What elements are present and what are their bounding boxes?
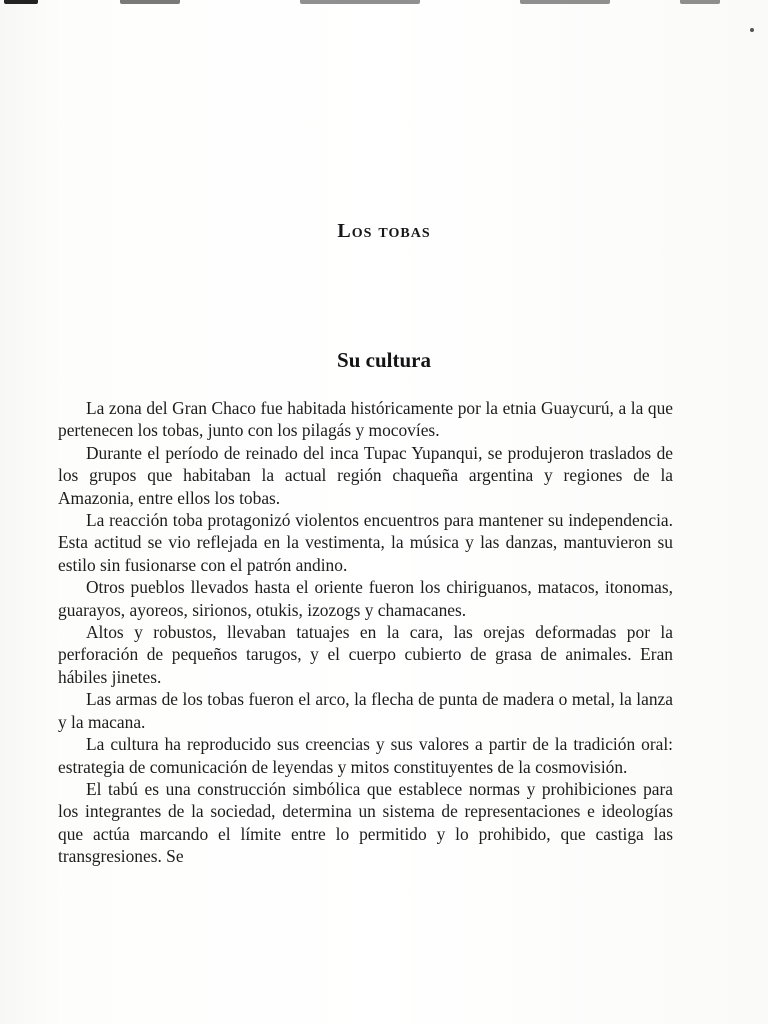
paragraph: El tabú es una construcción simbólica que establece normas y prohibiciones para los integrantes de la sociedad, determina un sistema de representaciones e ideologías que actúa marcando el límite entre lo permitido y lo prohibido, que castiga las transgresiones. Se — [58, 778, 673, 867]
paragraph: Otros pueblos llevados hasta el oriente fueron los chiriguanos, matacos, itonomas, guarayos, ayoreos, sirionos, otukis, izozogs y chamacanes. — [58, 577, 673, 620]
paragraph: La reacción toba protagonizó violentos encuentros para mantener su independencia. Esta actitud se vio reflejada en la vestimenta, la música y las danzas, mantuvieron su estilo sin fusionarse con el patrón andino. — [58, 510, 673, 575]
body-text — [58, 397, 673, 868]
paragraph: Las armas de los tobas fueron el arco, la flecha de punta de madera o metal, la lanza y la macana. — [58, 689, 673, 732]
previous-page-edge — [0, 0, 768, 10]
section-title: Su cultura — [337, 348, 431, 372]
paragraph: Durante el período de reinado del inca Tupac Yupanqui, se produjeron traslados de los grupos que habitaban la actual región chaqueña argentina y regiones de la Amazonia, entre ellos los tobas. — [58, 442, 673, 508]
page-speck — [750, 28, 754, 32]
paragraph: La cultura ha reproducido sus creencias y sus valores a partir de la tradición oral: estrategia de comunicación de leyendas y mitos constituyentes de la cosmovisión. — [58, 734, 673, 777]
paragraph: La zona del Gran Chaco fue habitada históricamente por la etnia Guaycurú, a la que pertenecen los tobas, junto con los pilagás y mocovíes. — [58, 398, 673, 441]
chapter-title: Los tobas — [337, 220, 431, 242]
paragraph: Altos y robustos, llevaban tatuajes en la cara, las orejas deformadas por la perforación de pequeños tarugos, y el cuerpo cubierto de grasa de animales. Eran hábiles jinetes. — [58, 622, 673, 687]
